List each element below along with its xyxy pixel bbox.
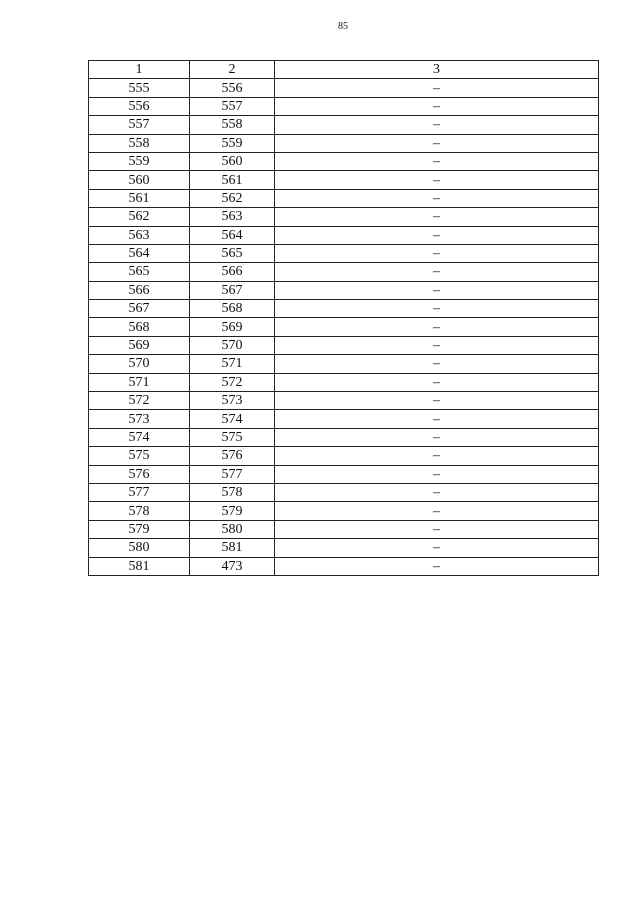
table-cell-col-3: – bbox=[275, 300, 599, 318]
table-cell-col-1: 578 bbox=[89, 502, 190, 520]
table-cell-col-1: 581 bbox=[89, 557, 190, 575]
table-cell-col-2: 564 bbox=[190, 226, 275, 244]
table-cell-col-1: 564 bbox=[89, 244, 190, 262]
table-row bbox=[89, 300, 599, 318]
table-row bbox=[89, 483, 599, 501]
table-cell-col-3: – bbox=[275, 97, 599, 115]
table-cell-col-2: 567 bbox=[190, 281, 275, 299]
table-cell-col-1: 570 bbox=[89, 355, 190, 373]
table-cell-col-3: – bbox=[275, 520, 599, 538]
table-cell-col-3: – bbox=[275, 281, 599, 299]
table-cell-col-3: – bbox=[275, 373, 599, 391]
table-cell-col-2: 573 bbox=[190, 392, 275, 410]
table-cell-col-1: 566 bbox=[89, 281, 190, 299]
table-cell-col-1: 580 bbox=[89, 539, 190, 557]
table-cell-col-3: – bbox=[275, 171, 599, 189]
table-row bbox=[89, 208, 599, 226]
table-row bbox=[89, 502, 599, 520]
table-cell-col-3: – bbox=[275, 134, 599, 152]
table-cell-col-3: – bbox=[275, 152, 599, 170]
table-row bbox=[89, 392, 599, 410]
table-cell-col-3: – bbox=[275, 447, 599, 465]
table-row bbox=[89, 116, 599, 134]
table-cell-col-2: 568 bbox=[190, 300, 275, 318]
table-cell-col-2: 575 bbox=[190, 428, 275, 446]
table-cell-col-1: 555 bbox=[89, 79, 190, 97]
table-cell-col-3: – bbox=[275, 263, 599, 281]
table-cell-col-1: 579 bbox=[89, 520, 190, 538]
table-cell-col-1: 572 bbox=[89, 392, 190, 410]
table-cell-col-2: 561 bbox=[190, 171, 275, 189]
table-row bbox=[89, 539, 599, 557]
table-cell-col-3: – bbox=[275, 208, 599, 226]
table-cell-col-1: 557 bbox=[89, 116, 190, 134]
table-cell-col-2: 578 bbox=[190, 483, 275, 501]
table-row bbox=[89, 373, 599, 391]
table-cell-col-3: – bbox=[275, 502, 599, 520]
table-row bbox=[89, 336, 599, 354]
table-cell-col-3: – bbox=[275, 116, 599, 134]
table-cell-col-1: 569 bbox=[89, 336, 190, 354]
table-row bbox=[89, 318, 599, 336]
table-cell-col-3: – bbox=[275, 465, 599, 483]
table-cell-col-3: – bbox=[275, 539, 599, 557]
table-row bbox=[89, 355, 599, 373]
column-header-1: 1 bbox=[89, 61, 190, 79]
table-cell-col-1: 575 bbox=[89, 447, 190, 465]
table-cell-col-2: 572 bbox=[190, 373, 275, 391]
table-cell-col-1: 571 bbox=[89, 373, 190, 391]
table-cell-col-1: 556 bbox=[89, 97, 190, 115]
table-cell-col-1: 565 bbox=[89, 263, 190, 281]
table-row bbox=[89, 226, 599, 244]
table-cell-col-1: 568 bbox=[89, 318, 190, 336]
table-row bbox=[89, 465, 599, 483]
table-cell-col-3: – bbox=[275, 410, 599, 428]
table-cell-col-2: 473 bbox=[190, 557, 275, 575]
table-cell-col-3: – bbox=[275, 557, 599, 575]
column-header-3: 3 bbox=[275, 61, 599, 79]
table-row bbox=[89, 281, 599, 299]
table-cell-col-3: – bbox=[275, 355, 599, 373]
table-row bbox=[89, 171, 599, 189]
table-cell-col-1: 562 bbox=[89, 208, 190, 226]
table-cell-col-1: 574 bbox=[89, 428, 190, 446]
table-cell-col-2: 562 bbox=[190, 189, 275, 207]
table-cell-col-2: 559 bbox=[190, 134, 275, 152]
table-cell-col-2: 566 bbox=[190, 263, 275, 281]
table-cell-col-2: 558 bbox=[190, 116, 275, 134]
table-body bbox=[89, 79, 599, 576]
table-cell-col-1: 560 bbox=[89, 171, 190, 189]
table-cell-col-3: – bbox=[275, 483, 599, 501]
table-cell-col-1: 558 bbox=[89, 134, 190, 152]
table-cell-col-3: – bbox=[275, 79, 599, 97]
table-row bbox=[89, 244, 599, 262]
table-cell-col-2: 574 bbox=[190, 410, 275, 428]
table-row bbox=[89, 428, 599, 446]
table-cell-col-1: 567 bbox=[89, 300, 190, 318]
table-cell-col-1: 563 bbox=[89, 226, 190, 244]
table-header bbox=[89, 61, 599, 79]
table-row bbox=[89, 447, 599, 465]
table-cell-col-1: 561 bbox=[89, 189, 190, 207]
table-cell-col-1: 576 bbox=[89, 465, 190, 483]
table-cell-col-2: 577 bbox=[190, 465, 275, 483]
table-row bbox=[89, 263, 599, 281]
table-cell-col-3: – bbox=[275, 392, 599, 410]
table-row bbox=[89, 410, 599, 428]
table-row bbox=[89, 189, 599, 207]
table-cell-col-2: 579 bbox=[190, 502, 275, 520]
table-cell-col-2: 556 bbox=[190, 79, 275, 97]
header-row bbox=[89, 61, 599, 79]
table-row bbox=[89, 152, 599, 170]
table-cell-col-3: – bbox=[275, 336, 599, 354]
data-table bbox=[88, 60, 599, 576]
column-header-2: 2 bbox=[190, 61, 275, 79]
table-cell-col-2: 580 bbox=[190, 520, 275, 538]
table-row bbox=[89, 520, 599, 538]
page-number: 85 bbox=[338, 21, 348, 32]
table-cell-col-2: 565 bbox=[190, 244, 275, 262]
table-row bbox=[89, 557, 599, 575]
table-cell-col-2: 571 bbox=[190, 355, 275, 373]
table-row bbox=[89, 134, 599, 152]
table-cell-col-2: 576 bbox=[190, 447, 275, 465]
table-row bbox=[89, 79, 599, 97]
table-cell-col-2: 570 bbox=[190, 336, 275, 354]
table-cell-col-2: 560 bbox=[190, 152, 275, 170]
table-cell-col-2: 581 bbox=[190, 539, 275, 557]
table-cell-col-3: – bbox=[275, 244, 599, 262]
table-cell-col-2: 563 bbox=[190, 208, 275, 226]
table-cell-col-2: 557 bbox=[190, 97, 275, 115]
table-cell-col-3: – bbox=[275, 318, 599, 336]
table-cell-col-1: 573 bbox=[89, 410, 190, 428]
table-cell-col-3: – bbox=[275, 226, 599, 244]
table-cell-col-3: – bbox=[275, 189, 599, 207]
table-cell-col-1: 559 bbox=[89, 152, 190, 170]
table-cell-col-2: 569 bbox=[190, 318, 275, 336]
table-row bbox=[89, 97, 599, 115]
table-cell-col-3: – bbox=[275, 428, 599, 446]
table-cell-col-1: 577 bbox=[89, 483, 190, 501]
